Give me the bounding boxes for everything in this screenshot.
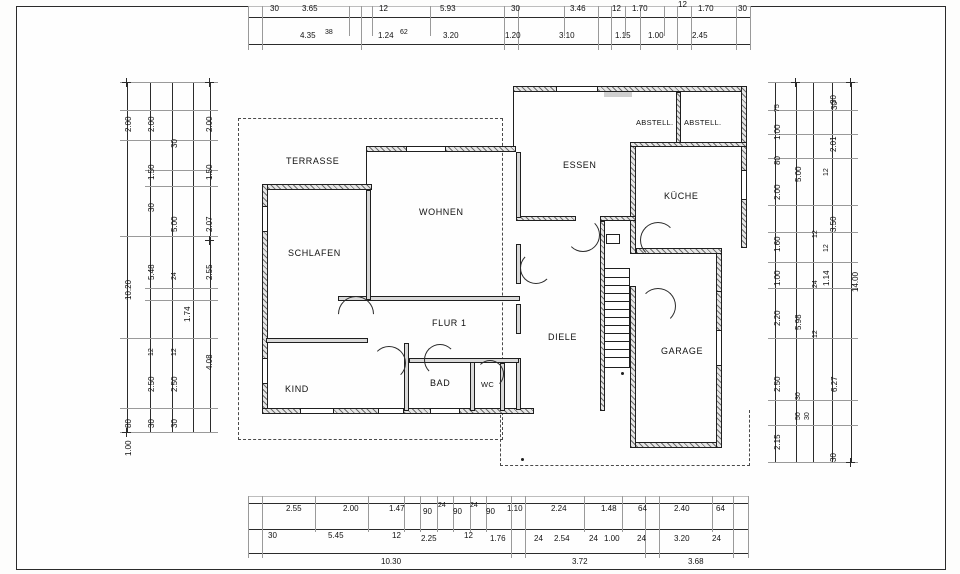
dim-bot1-6: 24 xyxy=(470,502,478,509)
dim-bot2-7: 2.54 xyxy=(554,534,570,543)
dim-top2-6: 3.10 xyxy=(559,31,575,40)
dim-right3-4: 24 xyxy=(812,280,819,288)
room-label-wohnen: WOHNEN xyxy=(419,207,464,217)
dim-right4-0: 30 xyxy=(829,95,838,104)
dim-bot2-6: 24 xyxy=(534,534,543,543)
dim-top2-3: 62 xyxy=(400,29,408,36)
dim-bot1-4: 24 xyxy=(438,502,446,509)
dim-left3-0: 30 xyxy=(147,203,156,212)
room-label-garage: GARAGE xyxy=(661,346,704,356)
wall-garage-east xyxy=(716,286,722,448)
dim-right4-1: 2.01 xyxy=(829,136,838,152)
dim-top1-6: 12 xyxy=(612,4,621,13)
room-label-essen: ESSEN xyxy=(563,160,597,170)
wall-abstell-south xyxy=(630,142,747,147)
dim-left5-0: 10.20 xyxy=(124,279,133,300)
staircase xyxy=(604,268,630,368)
door-arc-flur xyxy=(520,252,552,284)
dim-left3-2: 2.07 xyxy=(205,216,214,232)
wall-bad-east xyxy=(470,358,475,411)
room-label-flur1: FLUR 1 xyxy=(432,318,467,328)
dim-left4-1: 24 xyxy=(171,272,178,280)
wall-flur-east xyxy=(516,358,521,410)
dim-bot2-10: 24 xyxy=(637,534,646,543)
dim-top1-3: 5.93 xyxy=(440,4,456,13)
room-label-kind: KIND xyxy=(285,384,309,394)
dim-left7-2: 4.08 xyxy=(205,354,214,370)
dim-right3-5: 1.14 xyxy=(822,270,831,286)
window-west-1 xyxy=(262,206,268,232)
dim-right1-5: 1.00 xyxy=(773,270,782,286)
dim-left4-2: 2.55 xyxy=(205,264,214,280)
door-arc-bad xyxy=(424,344,456,376)
wall-south-garage xyxy=(630,442,722,448)
dim-top1-1: 3.65 xyxy=(302,4,318,13)
fixture-box xyxy=(606,234,620,244)
dim-bot2-8: 24 xyxy=(589,534,598,543)
dim-bot1-3: 90 xyxy=(423,507,432,516)
dim-top1-9: 1.70 xyxy=(698,4,714,13)
dim-left6-0: 12 xyxy=(148,348,155,356)
dim-right3-3: 12 xyxy=(823,244,830,252)
property-boundary-lower xyxy=(500,410,750,466)
dim-left8-2: 30 xyxy=(147,419,156,428)
dim-right3-2: 12 xyxy=(812,230,819,238)
wall-abstell-divider xyxy=(676,92,681,146)
wall-essen-south xyxy=(516,216,576,221)
dim-right1-2: 80 xyxy=(773,156,782,165)
wall-schlafen-east xyxy=(366,190,371,300)
dim-right1-1: 1.00 xyxy=(773,124,782,140)
dim-right2-2: 30 xyxy=(795,392,802,400)
room-label-wc: WC xyxy=(481,380,495,389)
dim-left1-1: 2.00 xyxy=(147,116,156,132)
dim-bot1-11: 64 xyxy=(638,504,647,513)
dim-bot2-9: 1.00 xyxy=(604,534,620,543)
dim-right4-3: 14.00 xyxy=(851,271,860,292)
dim-top1-0: 30 xyxy=(270,4,279,13)
dim-left8-0: 1.00 xyxy=(124,440,133,456)
wall-kind-east xyxy=(404,343,409,411)
window-south-2 xyxy=(378,408,404,414)
dim-left7-1: 2.50 xyxy=(170,376,179,392)
dim-left1-3: 2.00 xyxy=(205,116,214,132)
door-arc-kueche xyxy=(640,222,676,258)
dim-right4-2: 3.50 xyxy=(829,216,838,232)
dim-bot1-13: 64 xyxy=(716,504,725,513)
dim-bot2-1: 5.45 xyxy=(328,531,344,540)
dim-right2-3: 30 xyxy=(804,412,811,420)
dim-bot2-3: 2.25 xyxy=(421,534,437,543)
dim-right3-1: 12 xyxy=(823,168,830,176)
dim-top1-7: 1.70 xyxy=(632,4,648,13)
door-arc-essen xyxy=(566,218,600,252)
room-label-schlafen: SCHLAFEN xyxy=(288,248,341,258)
dim-left3-1: 5.00 xyxy=(170,216,179,232)
dim-top1-10: 30 xyxy=(738,4,747,13)
dim-bot2-2: 12 xyxy=(392,531,401,540)
dim-top2-8: 1.00 xyxy=(648,31,664,40)
dim-left1-0: 2.00 xyxy=(124,116,133,132)
wall-terrace-south xyxy=(262,184,372,190)
wall-garage-west xyxy=(630,286,636,448)
dim-bot1-2: 1.47 xyxy=(389,504,405,513)
dim-right4-4: 30 xyxy=(829,453,838,462)
dim-right1-0: 75 xyxy=(774,104,781,112)
dim-left1-2: 30 xyxy=(170,139,179,148)
wall-wohnen-east xyxy=(516,152,521,218)
wall-east-upper xyxy=(741,86,747,248)
window-south-3 xyxy=(430,408,460,414)
window-garage-east xyxy=(716,330,722,366)
dim-bot3-2: 3.68 xyxy=(688,557,704,566)
dim-top2-5: 1.20 xyxy=(505,31,521,40)
dim-bot1-9: 2.24 xyxy=(551,504,567,513)
dim-top1-8: 12 xyxy=(678,0,687,9)
dim-top2-4: 3.20 xyxy=(443,31,459,40)
dim-right2-0: 5.00 xyxy=(794,166,803,182)
dim-bot2-5: 1.76 xyxy=(490,534,506,543)
room-label-abstell-2: ABSTELL. xyxy=(684,118,722,127)
room-label-diele: DIELE xyxy=(548,332,578,342)
dim-left7-0: 2.50 xyxy=(147,376,156,392)
room-label-kueche: KÜCHE xyxy=(664,191,699,201)
dim-bot1-5: 90 xyxy=(453,507,462,516)
window-west-2 xyxy=(262,358,268,384)
dim-right1-4: 1.60 xyxy=(773,236,782,252)
dim-bot3-0: 10.30 xyxy=(381,557,402,566)
dim-right1-3: 2.00 xyxy=(773,184,782,200)
dim-bot1-10: 1.48 xyxy=(601,504,617,513)
room-label-terrasse: TERRASSE xyxy=(286,156,340,166)
dim-right1-7: 2.50 xyxy=(773,376,782,392)
dim-bot2-11: 3.20 xyxy=(674,534,690,543)
dim-right2-1: 5.98 xyxy=(794,314,803,330)
dim-right3-8: 50 xyxy=(795,412,802,420)
window-north-2 xyxy=(556,86,598,92)
dim-left8-3: 30 xyxy=(170,419,179,428)
dim-bot1-12: 2.40 xyxy=(674,504,690,513)
dim-left8-1: 80 xyxy=(124,419,133,428)
dim-right3-7: 6.27 xyxy=(830,376,839,392)
door-arc-garage xyxy=(640,288,676,324)
wall-wohnen-east-3 xyxy=(516,304,521,334)
dim-bot1-7: 90 xyxy=(486,507,495,516)
window-south-1 xyxy=(300,408,334,414)
wall-schlafen-south xyxy=(266,338,368,343)
dim-bot1-1: 2.00 xyxy=(343,504,359,513)
dim-top2-7: 1.15 xyxy=(615,31,631,40)
dim-bot2-12: 24 xyxy=(712,534,721,543)
dim-right1-6: 2.20 xyxy=(773,310,782,326)
dim-bot2-0: 30 xyxy=(268,531,277,540)
room-label-abstell-1: ABSTELL. xyxy=(636,118,674,127)
dim-left5-1: 1.74 xyxy=(183,306,192,322)
dim-top1-5: 3.46 xyxy=(570,4,586,13)
dim-left2-1: 1.50 xyxy=(205,164,214,180)
dim-right3-0: 30 xyxy=(830,101,839,110)
dim-top1-2: 12 xyxy=(379,4,388,13)
dim-top2-0: 4.35 xyxy=(300,31,316,40)
dim-top2-9: 2.45 xyxy=(692,31,708,40)
wall-diele-north xyxy=(600,216,636,221)
wall-kueche-west xyxy=(630,146,636,254)
dim-top1-4: 30 xyxy=(511,4,520,13)
dim-right3-6: 12 xyxy=(812,330,819,338)
window-east-1 xyxy=(741,170,747,200)
dim-top2-2: 1.24 xyxy=(378,31,394,40)
room-label-bad: BAD xyxy=(430,378,451,388)
dim-bot2-4: 12 xyxy=(464,531,473,540)
dim-bot3-1: 3.72 xyxy=(572,557,588,566)
dim-left2-0: 1.50 xyxy=(147,164,156,180)
dim-bot1-0: 2.55 xyxy=(286,504,302,513)
window-north-1 xyxy=(406,146,446,152)
dim-left4-0: 5.48 xyxy=(147,264,156,280)
dim-bot1-8: 1.10 xyxy=(507,504,523,513)
door-arc-kind xyxy=(372,346,406,380)
dim-left6-1: 12 xyxy=(171,348,178,356)
wall-east-middle xyxy=(716,248,722,292)
dim-right1-8: 2.15 xyxy=(773,434,782,450)
dim-top2-1: 38 xyxy=(325,29,333,36)
